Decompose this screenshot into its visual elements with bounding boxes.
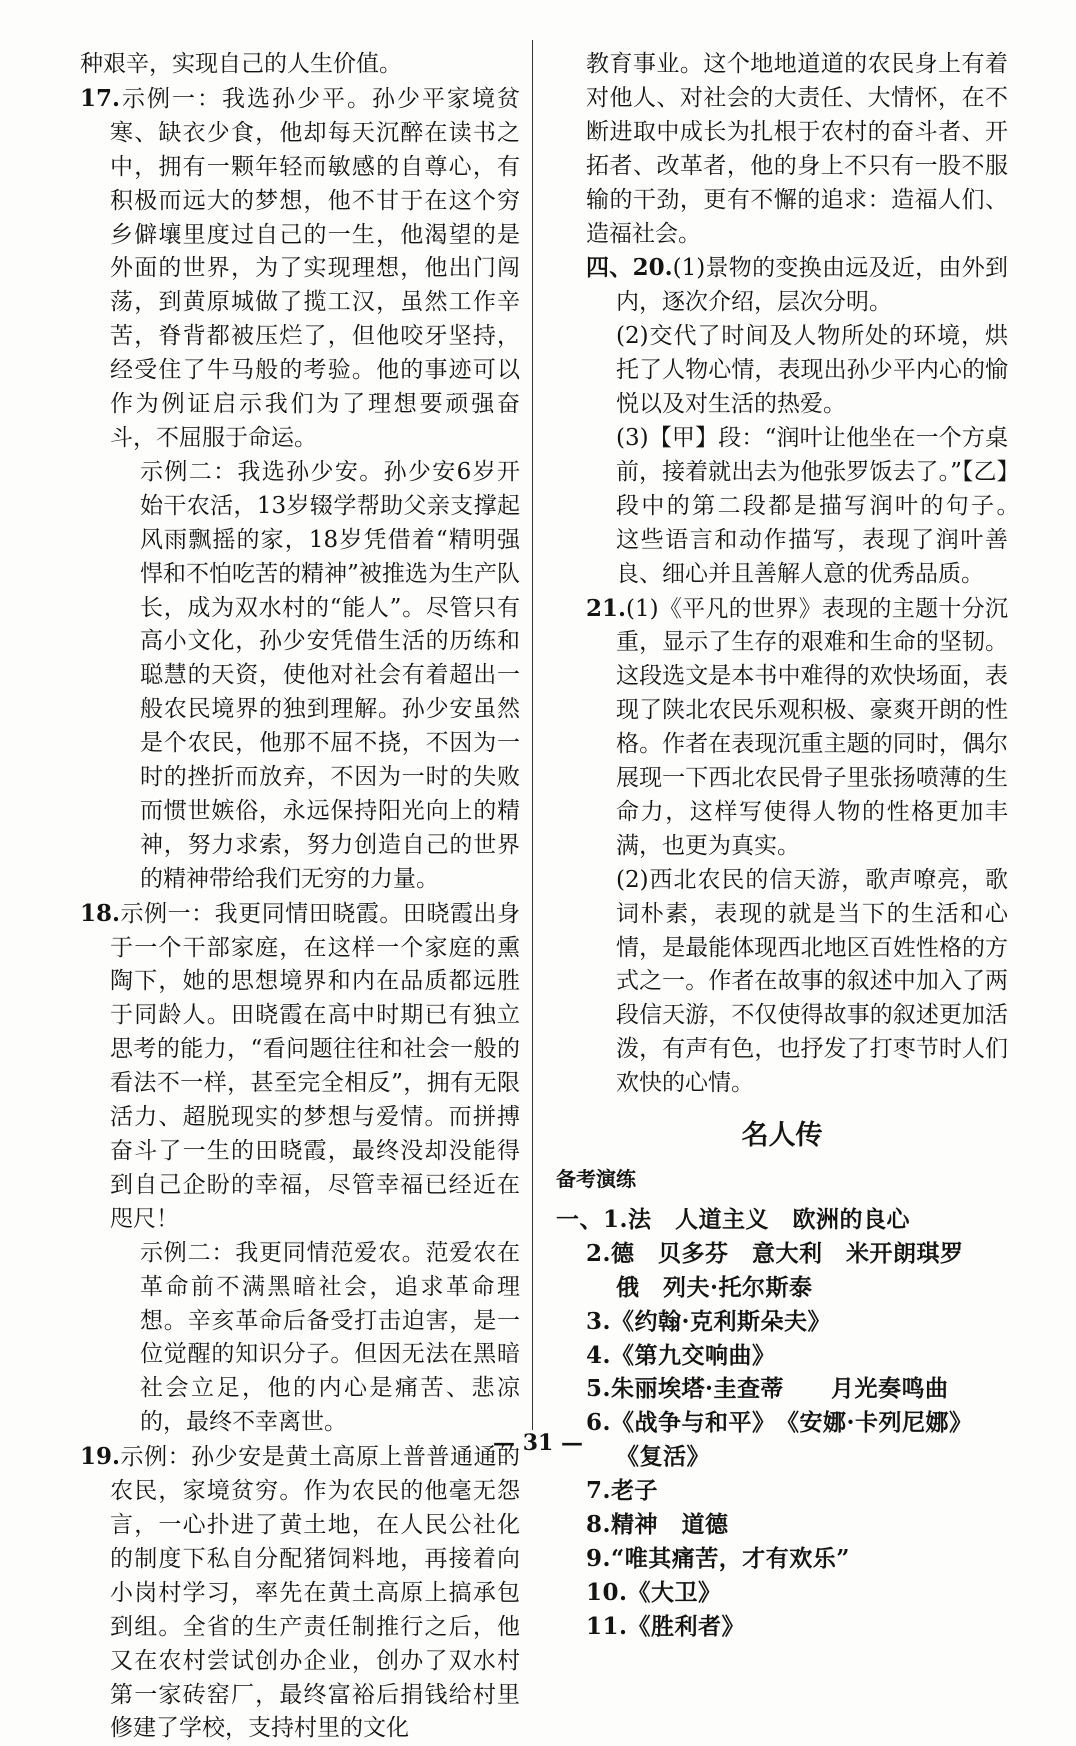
list-item: 3.《约翰·克利斯朵夫》 xyxy=(586,1307,832,1335)
right-column xyxy=(556,48,1031,1644)
list-item: 11.《胜利者》 xyxy=(586,1612,746,1640)
column-divider xyxy=(532,40,533,1430)
question-number: 19. xyxy=(80,1443,121,1471)
answer-21-part-2: (2)西北农民的信天游，歌声嘹亮，歌词朴素，表现的就是当下的生活和心情，是最能体现西北地区百姓性格的方式之一。作者在故事的叙述中加入了两段信天游，不仅使得故事的叙述更加活泼，有声有色，也抒发了打枣节时人们欢快的心情。 xyxy=(616,866,1008,1097)
left-column xyxy=(80,48,520,1746)
list-item: 2.德 贝多芬 意大利 米开朗琪罗 俄 列夫·托尔斯泰 xyxy=(586,1239,988,1301)
list-item: 4.《第九交响曲》 xyxy=(586,1341,776,1369)
question-number: 18. xyxy=(80,899,121,927)
answer-18-example-2: 示例二：我更同情范爱农。范爱农在革命前不满黑暗社会，追求革命理想。辛亥革命后备受打击迫害，是一位觉醒的知识分子。但因无法在黑暗社会立足，他的内心是痛苦、悲凉的，最终不幸离世。 xyxy=(140,1239,520,1436)
paragraph: 种艰辛，实现自己的人生价值。 xyxy=(80,51,402,77)
list-item: 7.老子 xyxy=(586,1477,659,1505)
answer-20-part-2: (2)交代了时间及人物所处的环境，烘托了人物心情，表现出孙少平内心的愉悦以及对生活的热爱。 xyxy=(616,323,1008,418)
question-number: 17. xyxy=(80,84,121,112)
answer-18-example-1 xyxy=(80,897,520,1237)
question-number: 四、20. xyxy=(586,254,673,282)
answer-17-example-1 xyxy=(80,82,520,456)
list-item: 一、1.法 人道主义 欧洲的良心 xyxy=(556,1205,911,1233)
list-item: 6.《战争与和平》 《安娜·卡列尼娜》 《复活》 xyxy=(586,1409,985,1471)
page-number: — 31 — xyxy=(493,1430,583,1456)
section-title: 名人传 xyxy=(741,1120,823,1152)
paragraph: 教育事业。这个地地道道的农民身上有着对他人、对社会的大责任、大情怀，在不断进取中成长为扎根于农村的奋斗者、开拓者、改革者，他的身上不只有一股不服输的干劲，更有不懈的追求：造福人们、造福社会。 xyxy=(586,51,1008,247)
sub-heading: 备考演练 xyxy=(556,1167,636,1191)
answer-text: 示例：孙少安是黄土高原上普普通通的农民，家境贫穷。作为农民的他毫无怨言，一心扑进了黄土地，在人民公社化的制度下私自分配猪饲料地，再接着向小岗村学习，率先在黄土高原上搞承包到组。全省的生产责任制推行之后，他又在农村尝试创办企业，创办了双水村第一家砖窑厂，最终富裕后捐钱给村里修建了学校，支持村里的文化 xyxy=(110,1444,520,1742)
answer-text: (1)《平凡的世界》表现的主题十分沉重，显示了生存的艰难和生命的坚韧。这段选文是本书中难得的欢快场面，表现了陕北农民乐观积极、豪爽开朗的性格。作者在表现沉重主题的同时，偶尔展现一下西北农民骨子里张扬喷薄的生命力，这样写使得人物的性格更加丰满，也更为真实。 xyxy=(616,595,1008,859)
answer-text: (1)景物的变换由远及近，由外到内，逐次介绍，层次分明。 xyxy=(616,255,1008,316)
answer-text: 示例一：我选孙少平。孙少平家境贫寒、缺衣少食，他却每天沉醉在读书之中，拥有一颗年轻而敏感的自尊心，有积极而远大的梦想，他不甘于在这个穷乡僻壤里度过自己的一生，他渴望的是外面的世界，为了实现理想，他出门闯荡，到黄原城做了揽工汉，虽然工作辛苦，脊背都被压烂了，但他咬牙坚持，经受住了牛马般的考验。他的事迹可以作为例证启示我们为了理想要顽强奋斗，不屈服于命运。 xyxy=(110,85,520,451)
list-item: 5.朱丽埃塔·圭查蒂 月光奏鸣曲 xyxy=(586,1375,949,1403)
list-item: 9.“唯其痛苦，才有欢乐” xyxy=(586,1544,850,1572)
answer-20-part-3: (3)【甲】段：“润叶让他坐在一个方桌前，接着就出去为他张罗饭去了。”【乙】段中的第二段都是描写润叶的句子。 这些语言和动作描写，表现了润叶善良、细心并且善解人意的优秀品质。 xyxy=(616,424,1031,587)
answer-21-part-1 xyxy=(556,592,1008,864)
answer-19 xyxy=(80,1440,520,1746)
list-item: 8.精神 道德 xyxy=(586,1511,729,1539)
answer-17-example-2: 示例二：我选孙少安。孙少安6岁开始干农活，13岁辍学帮助父亲支撑起风雨飘摇的家，18岁凭借着“精明强悍和不怕吃苦的精神”被推选为生产队长，成为双水村的“能人”。尽管只有高小文化，孙少安凭借生活的历练和聪慧的天资，使他对社会有着超出一般农民境界的独到理解。孙少安虽然是个农民，他那不屈不挠，不因为一时的挫折而放弃，不因为一时的失败而惯世嫉俗，永远保持阳光向上的精神，努力求索，努力创造自己的世界的精神带给我们无穷的力量。 xyxy=(140,458,520,892)
list-item: 10.《大卫》 xyxy=(586,1578,722,1606)
question-number: 21. xyxy=(586,594,627,622)
answer-20-part-1 xyxy=(556,251,1008,320)
answer-text: 示例一：我更同情田晓霞。田晓霞出身于一个干部家庭，在这样一个家庭的熏陶下，她的思想境界和内在品质都远胜于同龄人。田晓霞在高中时期已有独立思考的能力，“看问题往往和社会一般的看法不一样，甚至完全相反”，拥有无限活力、超脱现实的梦想与爱情。而拼搏奋斗了一生的田晓霞，最终没却没能得到自己企盼的幸福，尽管幸福已经近在咫尺！ xyxy=(110,900,520,1232)
